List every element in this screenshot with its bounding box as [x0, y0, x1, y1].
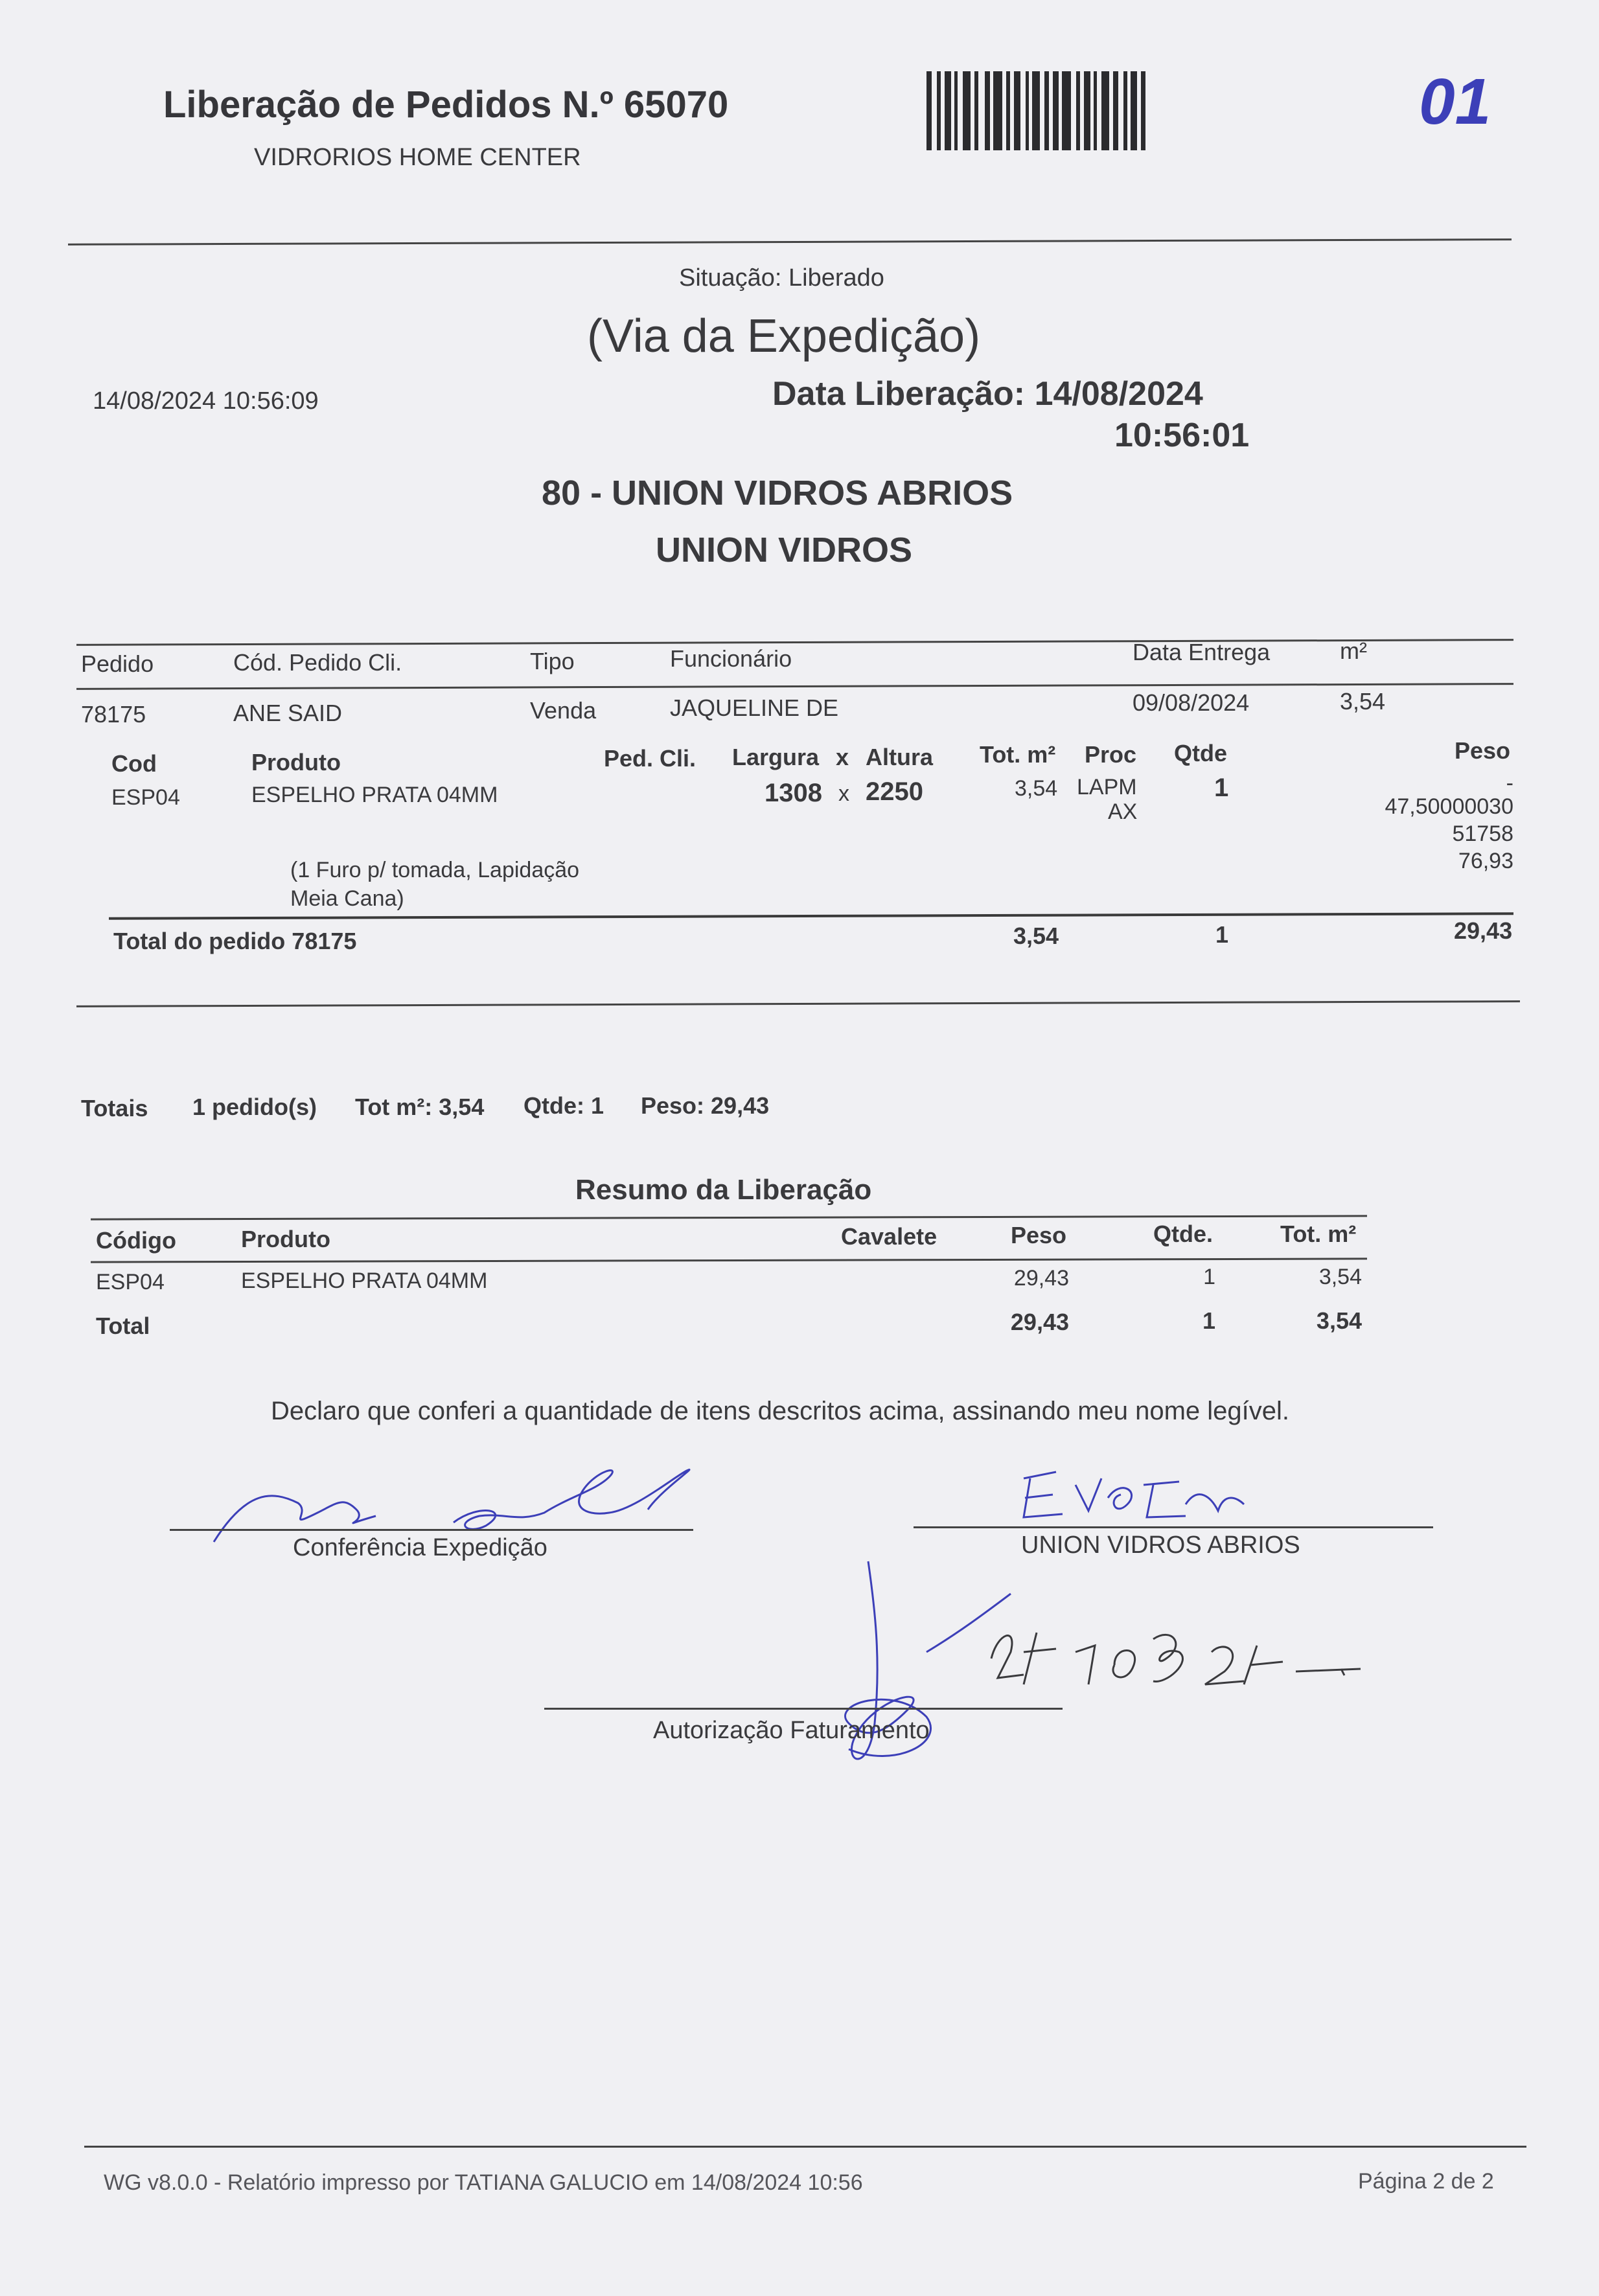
item-tot-m2: 3,54 [1015, 776, 1058, 801]
resumo-col-cavalete: Cavalete [841, 1223, 938, 1250]
totais-peso: Peso: 29,43 [641, 1092, 770, 1119]
order-total-qtde: 1 [1215, 921, 1229, 948]
item-col-cod: Cod [111, 750, 157, 777]
resumo-col-codigo: Código [96, 1227, 176, 1254]
resumo-row-tot-m2: 3,54 [1318, 1265, 1362, 1289]
order-cod-pedido-cli: ANE SAID [233, 700, 343, 726]
footer-report-info: WG v8.0.0 - Relatório impresso por TATIANA GALUCIO em 14/08/2024 10:56 [104, 2170, 863, 2195]
order-tipo: Venda [530, 697, 597, 724]
situacao-text: Situação: Liberado [679, 264, 884, 292]
item-qtde: 1 [1214, 774, 1229, 802]
order-data-entrega: 09/08/2024 [1133, 689, 1250, 716]
item-largura: 1308 [765, 779, 822, 807]
order-table-header-line [76, 683, 1513, 690]
signature-line-left [170, 1529, 693, 1531]
order-total-peso: 29,43 [1454, 917, 1513, 944]
signature-client [1017, 1465, 1276, 1530]
item-col-largura: Largura [732, 744, 820, 770]
handwritten-date [829, 1555, 1348, 1788]
resumo-row-produto: ESPELHO PRATA 04MM [241, 1269, 488, 1293]
totais-pedidos: 1 pedido(s) [192, 1094, 317, 1120]
signature-label-right: UNION VIDROS ABRIOS [1021, 1532, 1300, 1559]
client-short-name: UNION VIDROS [656, 531, 913, 569]
barcode [926, 71, 1179, 150]
resumo-col-peso: Peso [1011, 1222, 1067, 1248]
document-title: Liberação de Pedidos N.º 65070 [163, 84, 729, 126]
signature-line-right [914, 1526, 1433, 1528]
resumo-col-tot-m2: Tot. m² [1280, 1221, 1357, 1247]
totais-label: Totais [81, 1095, 148, 1121]
item-produto: ESPELHO PRATA 04MM [251, 783, 498, 807]
item-peso-1: - [1506, 771, 1513, 796]
item-peso-2: 47,50000030 [1385, 794, 1513, 819]
resumo-header-line [91, 1257, 1367, 1263]
item-obs-2: Meia Cana) [290, 886, 404, 911]
header-divider [68, 238, 1512, 246]
resumo-row-qtde: 1 [1203, 1265, 1215, 1289]
item-cod: ESP04 [111, 785, 180, 810]
item-x: x [838, 781, 849, 806]
col-pedido: Pedido [81, 650, 154, 677]
order-total-line [109, 912, 1513, 920]
section-divider [76, 1000, 1520, 1007]
order-total-label: Total do pedido 78175 [113, 928, 357, 954]
col-data-entrega: Data Entrega [1133, 639, 1271, 665]
order-funcionario: JAQUELINE DE [670, 695, 839, 721]
resumo-col-qtde: Qtde. [1153, 1221, 1214, 1247]
resumo-total-label: Total [96, 1313, 150, 1339]
client-code-name: 80 - UNION VIDROS ABRIOS [542, 474, 1013, 512]
item-col-altura: Altura [866, 744, 934, 770]
order-pedido: 78175 [81, 701, 146, 728]
footer-page-number: Página 2 de 2 [1358, 2169, 1494, 2194]
item-col-proc: Proc [1085, 741, 1137, 768]
footer-line [84, 2146, 1526, 2148]
printed-datetime: 14/08/2024 10:56:09 [93, 387, 319, 415]
item-peso-4: 76,93 [1458, 849, 1513, 873]
item-proc-2: AX [1108, 799, 1138, 824]
col-cod-pedido-cli: Cód. Pedido Cli. [233, 649, 402, 676]
data-liberacao: Data Liberação: 14/08/2024 [772, 375, 1203, 413]
company-name: VIDRORIOS HOME CENTER [254, 144, 581, 171]
resumo-total-peso: 29,43 [1010, 1309, 1069, 1335]
resumo-total-qtde: 1 [1202, 1307, 1215, 1334]
signature-line-center [544, 1708, 1063, 1710]
order-m2: 3,54 [1340, 688, 1386, 715]
via-title: (Via da Expedição) [587, 310, 981, 362]
order-total-m2: 3,54 [1013, 923, 1059, 949]
item-col-tot-m2: Tot. m² [980, 741, 1056, 768]
item-col-peso: Peso [1455, 737, 1511, 764]
order-table-top-line [76, 639, 1513, 646]
col-m2: m² [1340, 637, 1367, 664]
resumo-top-line [91, 1215, 1367, 1220]
resumo-total-tot-m2: 3,54 [1316, 1307, 1362, 1334]
totais-tot-m2: Tot m²: 3,54 [355, 1094, 485, 1120]
signature-label-center: Autorização Faturamento [653, 1717, 930, 1744]
col-tipo: Tipo [530, 648, 575, 674]
item-col-x: x [836, 744, 849, 770]
totais-qtde: Qtde: 1 [523, 1092, 604, 1119]
hora-liberacao: 10:56:01 [1114, 417, 1250, 454]
item-col-qtde: Qtde [1174, 740, 1228, 766]
item-col-ped-cli: Ped. Cli. [604, 745, 696, 772]
item-obs-1: (1 Furo p/ tomada, Lapidação [290, 858, 580, 882]
signature-label-left: Conferência Expedição [293, 1534, 547, 1561]
resumo-title: Resumo da Liberação [575, 1174, 872, 1206]
declaration-text: Declaro que conferi a quantidade de itens descritos acima, assinando meu nome legível. [271, 1397, 1290, 1425]
resumo-col-produto: Produto [241, 1226, 330, 1252]
resumo-row-codigo: ESP04 [96, 1270, 165, 1294]
item-altura: 2250 [866, 777, 923, 806]
col-funcionario: Funcionário [670, 645, 792, 672]
item-peso-3: 51758 [1452, 821, 1513, 846]
item-col-produto: Produto [251, 749, 341, 775]
resumo-row-peso: 29,43 [1013, 1266, 1069, 1291]
handwritten-page-mark: 01 [1419, 65, 1491, 138]
item-proc-1: LAPM [1077, 775, 1137, 799]
